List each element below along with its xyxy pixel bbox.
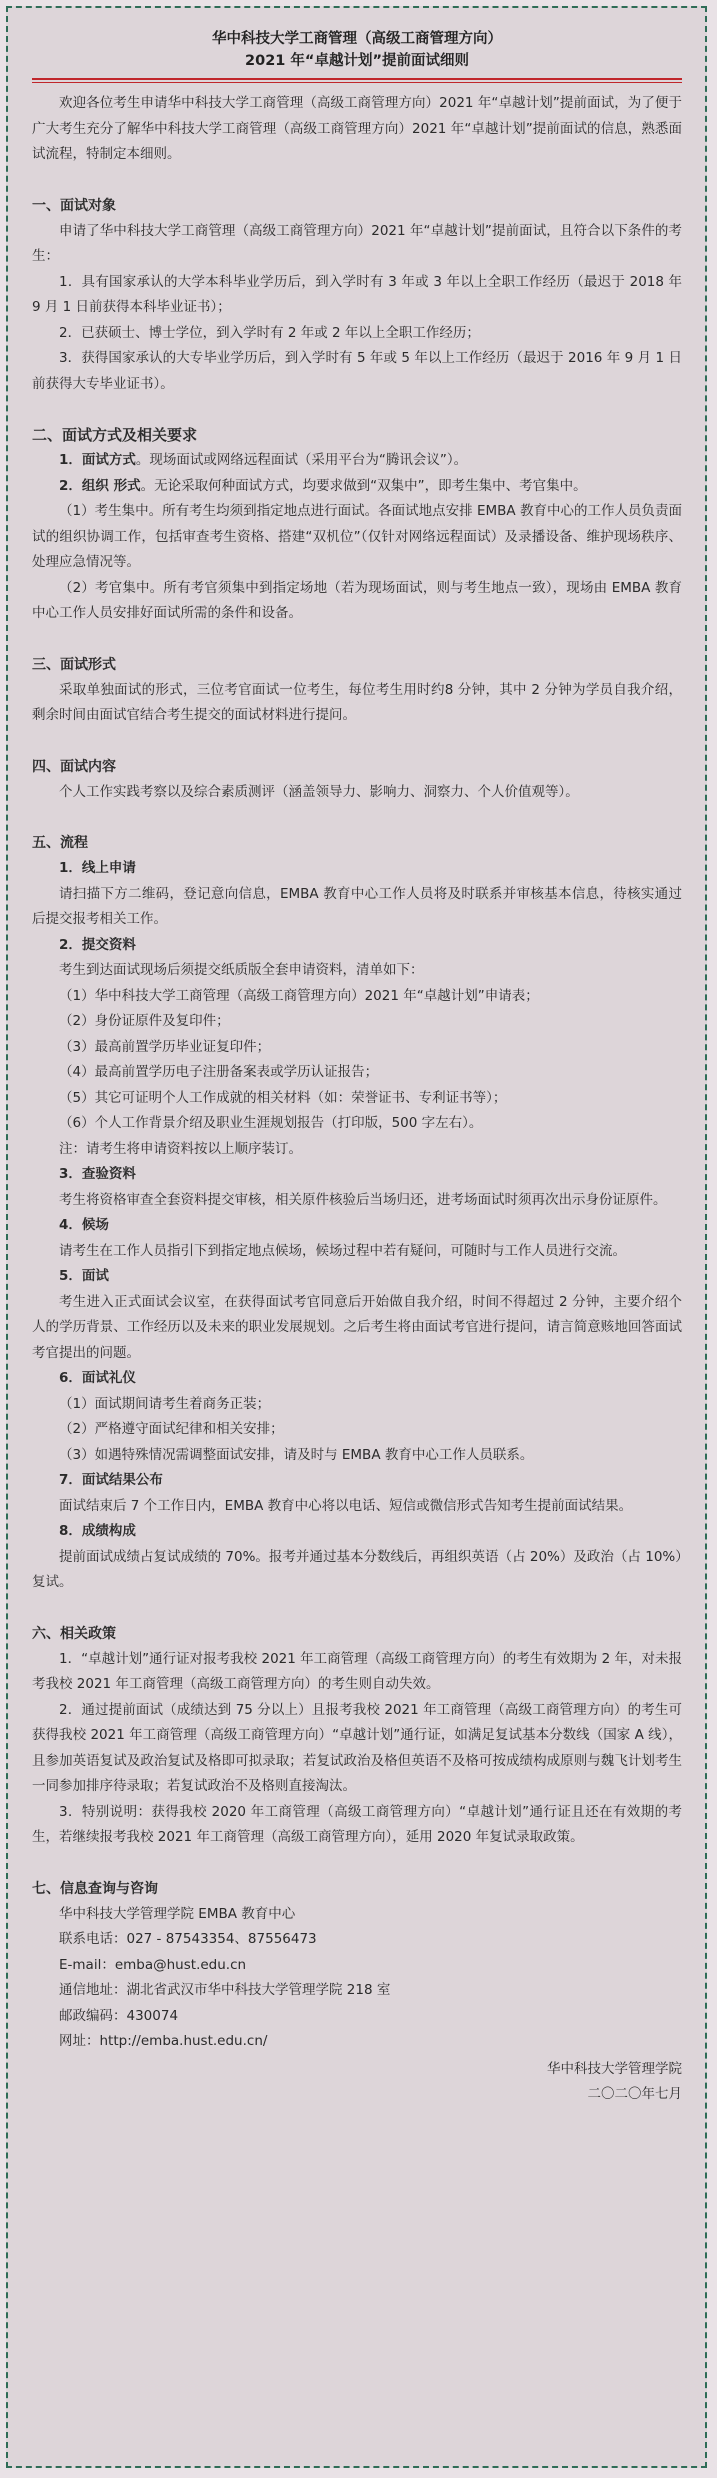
material-item2: （2）身份证原件及复印件；	[59, 1013, 230, 1029]
contact-phone: 联系电话：027 - 87543354、87556473	[59, 1931, 317, 1947]
section4-heading: 四、面试内容	[32, 758, 116, 775]
section2-item2-text: 。无论采取何种面试方式，均要求做到“双集中”，即考生集中、考官集中。	[140, 477, 587, 494]
section3-heading: 三、面试形式	[32, 656, 116, 673]
flow-step2-heading: 2．提交资料	[59, 936, 136, 953]
policy-p3: 3．特别说明：获得我校 2020 年工商管理（高级工商管理方向）“卓越计划”通行证且还在有效期的考生，若继续报考我校 2021 年工商管理（高级工商管理方向），延用 2020 年复试录取政策。	[32, 1803, 682, 1845]
doc-title-line2: 2021 年“卓越计划”提前面试细则	[245, 53, 469, 69]
section2-pb: （2）考官集中。所有考官须集中到指定场地（若为现场面试，则与考生地点一致），现场由 EMBA 教育中心工作人员安排好面试所需的条件和设备。	[32, 579, 682, 621]
flow-step3-text: 考生将资格审查全套资料提交审核，相关原件核验后当场归还，进考场面试时须再次出示身份证原件。	[59, 1191, 667, 1208]
section3-p1: 采取单独面试的形式，三位考官面试一位考生，每位考生用时约8 分钟，其中 2 分钟为学员自我介绍，剩余时间由面试官结合考生提交的面试材料进行提问。	[32, 681, 682, 723]
material-note: 注：请考生将申请资料按以上顺序装订。	[59, 1140, 302, 1157]
flow-step4-heading: 4．候场	[59, 1217, 109, 1233]
contact-postcode: 邮政编码：430074	[59, 2007, 179, 2024]
intro-paragraph: 欢迎各位考生申请华中科技大学工商管理（高级工商管理方向）2021 年“卓越计划”提前面试，为了便于广大考生充分了解华中科技大学工商管理（高级工商管理方向）2021 年“卓越计划”提前面试的信息，熟悉面试流程，特制定本细则。	[32, 95, 682, 162]
material-item6: （6）个人工作背景介绍及职业生涯规划报告（打印版，500 字左右）。	[59, 1115, 483, 1131]
contact-org: 华中科技大学管理学院 EMBA 教育中心	[59, 1905, 296, 1922]
section2-pa: （1）考生集中。所有考生均须到指定地点进行面试。各面试地点安排 EMBA 教育中心的工作人员负责面试的组织协调工作，包括审查考生资格、搭建“双机位”（仅针对网络远程面试）及录播设备、维护现场秩序、处理应急情况等。	[32, 503, 682, 570]
flow-step4-text: 请考生在工作人员指引下到指定地点候场，候场过程中若有疑问，可随时与工作人员进行交流。	[59, 1242, 626, 1259]
flow-step1-text: 请扫描下方二维码，登记意向信息，EMBA 教育中心工作人员将及时联系并审核基本信息，待核实通过后提交报考相关工作。	[32, 885, 682, 927]
section5-heading: 五、流程	[32, 835, 88, 851]
section2-item1-text: 。现场面试或网络远程面试（采用平台为“腾讯会议”）。	[135, 452, 468, 468]
document-frame	[6, 6, 707, 2468]
section2-heading: 二、面试方式及相关要求	[32, 426, 198, 444]
section7-heading: 七、信息查询与咨询	[32, 1880, 158, 1897]
flow-step8-text: 提前面试成绩占复试成绩的 70%。报考并通过基本分数线后，再组织英语（占 20%）及政治（占 10%）复试。	[32, 1548, 682, 1590]
doc-title-line1: 华中科技大学工商管理（高级工商管理方向）	[212, 31, 502, 47]
section1-p3: 2．已获硕士、博士学位，到入学时有 2 年或 2 年以上全职工作经历；	[59, 324, 480, 341]
flow-step8-heading: 8．成绩构成	[59, 1523, 136, 1539]
section6-heading: 六、相关政策	[32, 1625, 116, 1642]
section4-p1: 个人工作实践考察以及综合素质测评（涵盖领导力、影响力、洞察力、个人价值观等）。	[59, 783, 579, 800]
section1-p2: 1．具有国家承认的大学本科毕业学历后，到入学时有 3 年或 3 年以上全职工作经历（最迟于 2018 年 9 月 1 日前获得本科毕业证书）；	[32, 273, 682, 315]
flow-step5-text: 考生进入正式面试会议室，在获得面试考官同意后开始做自我介绍，时间不得超过 2 分钟，主要介绍个人的学历背景、工作经历以及未来的职业发展规划。之后考生将由面试考官进行提问，请言简意赅地回答面试考官提出的问题。	[32, 1293, 682, 1361]
signature-date: 二〇二〇年七月	[587, 2086, 682, 2102]
material-item5: （5）其它可证明个人工作成就的相关材料（如：荣誉证书、专利证书等）；	[59, 1089, 507, 1106]
contact-address: 通信地址：湖北省武汉市华中科技大学管理学院 218 室	[59, 1982, 391, 1998]
contact-email[interactable]: E-mail：emba@hust.edu.cn	[59, 1956, 247, 1973]
material-item3: （3）最高前置学历毕业证复印件；	[59, 1038, 271, 1055]
section1-p4: 3．获得国家承认的大专毕业学历后，到入学时有 5 年或 5 年以上工作经历（最迟于 2016 年 9 月 1 日前获得大专毕业证书）。	[32, 350, 682, 392]
section2-item2	[32, 474, 682, 500]
policy-p2: 2．通过提前面试（成绩达到 75 分以上）且报考我校 2021 年工商管理（高级工商管理方向）的考生可获得我校 2021 年工商管理（高级工商管理方向）“卓越计划”通行证，如满足复试基本分数线（国家 A 线），且参加英语复试及政治复试及格即可拟录取；若复试政治及格但英语不及格可按成绩构成原则与魏飞计划考生一同参加排序待录取；若复试政治不及格则直接淘汰。	[32, 1701, 682, 1794]
material-item1: （1）华中科技大学工商管理（高级工商管理方向）2021 年“卓越计划”申请表；	[59, 987, 539, 1004]
flow-step3-heading: 3．查验资料	[59, 1166, 136, 1182]
flow-step1-heading: 1．线上申请	[59, 860, 136, 876]
etiquette-item2: （2）严格遵守面试纪律和相关安排；	[59, 1421, 284, 1437]
etiquette-item1: （1）面试期间请考生着商务正装；	[59, 1395, 271, 1412]
flow-step7-text: 面试结束后 7 个工作日内，EMBA 教育中心将以电话、短信或微信形式告知考生提前面试结果。	[59, 1497, 633, 1514]
section2-item1	[32, 448, 682, 474]
flow-step6-heading: 6．面试礼仪	[59, 1370, 136, 1386]
contact-website[interactable]: 网址：http://emba.hust.edu.cn/	[59, 2033, 268, 2049]
title-divider	[32, 78, 682, 80]
title-divider-thin	[32, 82, 682, 83]
section1-p1: 申请了华中科技大学工商管理（高级工商管理方向）2021 年“卓越计划”提前面试，且符合以下条件的考生：	[32, 222, 682, 264]
material-item4: （4）最高前置学历电子注册备案表或学历认证报告；	[59, 1064, 379, 1080]
document-body	[32, 28, 682, 2108]
flow-step5-heading: 5．面试	[59, 1268, 109, 1284]
signature-block	[32, 2057, 682, 2108]
section2-item1-label: 1．面试方式	[59, 452, 136, 468]
etiquette-item3: （3）如遇特殊情况需调整面试安排，请及时与 EMBA 教育中心工作人员联系。	[59, 1446, 534, 1463]
signature-org: 华中科技大学管理学院	[547, 2060, 682, 2077]
policy-p1: 1．“卓越计划”通行证对报考我校 2021 年工商管理（高级工商管理方向）的考生有效期为 2 年，对未报考我校 2021 年工商管理（高级工商管理方向）的考生则自动失效。	[32, 1650, 682, 1692]
flow-step2-text: 考生到达面试现场后须提交纸质版全套申请资料，清单如下：	[59, 962, 424, 978]
section2-item2-label: 2．组织 形式	[59, 477, 141, 494]
section1-heading: 一、面试对象	[32, 197, 116, 214]
flow-step7-heading: 7．面试结果公布	[59, 1472, 163, 1488]
